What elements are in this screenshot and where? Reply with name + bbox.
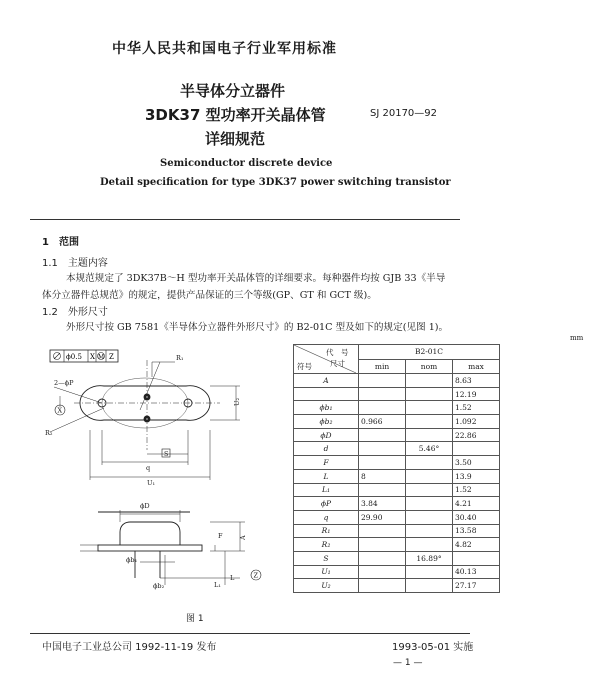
table-cell-sym	[294, 387, 359, 401]
table-cell-sym: F	[294, 456, 359, 470]
table-cell-min	[359, 565, 406, 579]
table-cell-nom	[406, 524, 453, 538]
table-cell-max	[453, 551, 500, 565]
table-row	[294, 538, 500, 552]
table-row	[294, 565, 500, 579]
q-label: q	[146, 464, 151, 472]
table-cell-max: 13.9	[453, 469, 500, 483]
table-cell-sym: U₂	[294, 579, 359, 593]
table-cell-nom: 5.46°	[406, 442, 453, 456]
table-cell-min	[359, 387, 406, 401]
phi-b1-label: ϕb₁	[126, 556, 138, 564]
col-max: max	[453, 359, 500, 374]
table-cell-min	[359, 374, 406, 388]
table-cell-min	[359, 428, 406, 442]
table-cell-max: 13.58	[453, 524, 500, 538]
table-cell-sym: S	[294, 551, 359, 565]
figure-caption: 图 1	[186, 614, 204, 624]
table-cell-sym: U₁	[294, 565, 359, 579]
table-row	[294, 387, 500, 401]
section-1-2-text: 外形尺寸按 GB 7581《半导体分立器件外形尺寸》的 B2-01C 型及如下的规定(见图 1)。	[66, 322, 449, 333]
table-cell-max: 12.19	[453, 387, 500, 401]
table-cell-nom	[406, 483, 453, 497]
table-row	[294, 497, 500, 511]
table-row	[294, 415, 500, 429]
table-cell-min: 3.84	[359, 497, 406, 511]
section-1-1-text-line1: 本规范规定了 3DK37B～H 型功率开关晶体管的详细要求。每种器件均按 GJB 33《半导	[66, 273, 446, 284]
table-row	[294, 428, 500, 442]
table-cell-max	[453, 442, 500, 456]
table-row	[294, 551, 500, 565]
table-cell-nom	[406, 469, 453, 483]
table-cell-nom	[406, 387, 453, 401]
tolerance-value: ϕ0.5	[66, 353, 82, 361]
table-cell-sym: d	[294, 442, 359, 456]
title-line2: 3DK37 型功率开关晶体管	[145, 106, 326, 124]
datum-z-label: Z	[109, 353, 114, 361]
effective-date: 1993-05-01 实施	[392, 642, 474, 653]
table-row	[294, 442, 500, 456]
title-line3: 详细规范	[205, 130, 266, 148]
table-cell-nom	[406, 497, 453, 511]
tolerance-frame	[50, 350, 118, 362]
table-cell-min	[359, 538, 406, 552]
header-symbol: 符号	[297, 362, 312, 371]
section-1-1-text-line2: 体分立器件总规范》的规定，提供产品保证的三个等级(GP、GT 和 GCT 级)。	[42, 290, 377, 301]
table-row	[294, 456, 500, 470]
side-view-labels	[126, 502, 261, 590]
header-divider	[30, 219, 460, 220]
two-phi-p-label: 2—ϕP	[54, 379, 74, 387]
x-datum-circle-label: X	[57, 406, 63, 415]
table-cell-nom	[406, 510, 453, 524]
table-row	[294, 510, 500, 524]
f-label: F	[218, 532, 223, 540]
table-cell-nom	[406, 579, 453, 593]
table-cell-max: 40.13	[453, 565, 500, 579]
table-cell-sym: ϕb₁	[294, 401, 359, 415]
table-cell-max: 1.52	[453, 401, 500, 415]
section-1-heading: 1 范围	[42, 237, 79, 248]
table-cell-sym: R₁	[294, 524, 359, 538]
table-cell-max: 8.63	[453, 374, 500, 388]
table-cell-min: 29.90	[359, 510, 406, 524]
table-cell-sym: q	[294, 510, 359, 524]
table-cell-min	[359, 456, 406, 470]
table-cell-min: 8	[359, 469, 406, 483]
table-cell-max: 27.17	[453, 579, 500, 593]
table-cell-nom	[406, 538, 453, 552]
standard-number: SJ 20170—92	[370, 108, 438, 119]
table-cell-sym: R₂	[294, 538, 359, 552]
r2-label: R₂	[45, 429, 53, 437]
a-label: A	[239, 535, 247, 540]
table-cell-nom: 16.89°	[406, 551, 453, 565]
table-header-row	[294, 345, 500, 360]
section-1-2-heading: 1.2 外形尺寸	[42, 307, 108, 318]
col-nom: nom	[406, 359, 453, 374]
table-row	[294, 579, 500, 593]
s-label: S	[164, 450, 169, 458]
u1-label: U₁	[147, 479, 156, 487]
table-cell-min	[359, 442, 406, 456]
table-cell-nom	[406, 401, 453, 415]
side-view	[98, 512, 202, 578]
english-title-line2: Detail specification for type 3DK37 power switching transistor	[100, 177, 451, 188]
table-cell-nom	[406, 565, 453, 579]
table-cell-nom	[406, 415, 453, 429]
table-cell-sym: L	[294, 469, 359, 483]
table-cell-max: 30.40	[453, 510, 500, 524]
table-cell-nom	[406, 428, 453, 442]
side-view-dimensions	[80, 510, 245, 585]
z-datum-circle-label: Z	[253, 571, 259, 580]
title-line1: 半导体分立器件	[180, 82, 286, 100]
table-cell-sym: A	[294, 374, 359, 388]
outline-drawing	[40, 340, 290, 610]
table-row	[294, 374, 500, 388]
table-cell-sym: ϕb₂	[294, 415, 359, 429]
table-cell-sym: ϕP	[294, 497, 359, 511]
table-cell-max: 1.52	[453, 483, 500, 497]
col-min: min	[359, 359, 406, 374]
issuer-date: 中国电子工业总公司 1992-11-19 发布	[42, 642, 217, 653]
table-cell-sym: L₁	[294, 483, 359, 497]
table-cell-min	[359, 483, 406, 497]
footer-divider	[30, 633, 470, 634]
top-view-labels	[45, 354, 241, 487]
l-label: L	[230, 574, 235, 582]
table-cell-min	[359, 401, 406, 415]
table-row	[294, 524, 500, 538]
header-code: 代 号	[326, 348, 349, 357]
table-cell-min	[359, 579, 406, 593]
table-row	[294, 469, 500, 483]
table-cell-nom	[406, 374, 453, 388]
dimension-table	[293, 344, 500, 593]
table-cell-sym: ϕD	[294, 428, 359, 442]
section-1-1-heading: 1.1 主题内容	[42, 258, 108, 269]
table-cell-max: 4.82	[453, 538, 500, 552]
table-cell-max: 22.86	[453, 428, 500, 442]
table-row	[294, 401, 500, 415]
page-number: — 1 —	[393, 658, 423, 668]
phi-b2-label: ϕb₂	[153, 582, 165, 590]
datum-m-label: M	[98, 354, 105, 361]
unit-label: mm	[570, 334, 584, 342]
english-title-line1: Semiconductor discrete device	[160, 158, 333, 169]
table-cell-nom	[406, 456, 453, 470]
org-title: 中华人民共和国电子行业军用标准	[112, 41, 337, 57]
table-cell-min	[359, 524, 406, 538]
table-row	[294, 483, 500, 497]
table-cell-min: 0.966	[359, 415, 406, 429]
table-cell-max: 3.50	[453, 456, 500, 470]
l1-label: L₁	[214, 581, 221, 589]
phi-d-label: ϕD	[140, 502, 150, 510]
datum-x-label: X	[90, 353, 95, 361]
r1-label: R₁	[176, 354, 184, 362]
u2-label: U₂	[233, 397, 241, 406]
table-cell-max: 4.21	[453, 497, 500, 511]
table-cell-min	[359, 551, 406, 565]
header-diagonal-cell	[294, 345, 359, 374]
header-size: 尺寸	[330, 359, 345, 368]
table-cell-max: 1.092	[453, 415, 500, 429]
header-type: B2-01C	[359, 345, 500, 360]
